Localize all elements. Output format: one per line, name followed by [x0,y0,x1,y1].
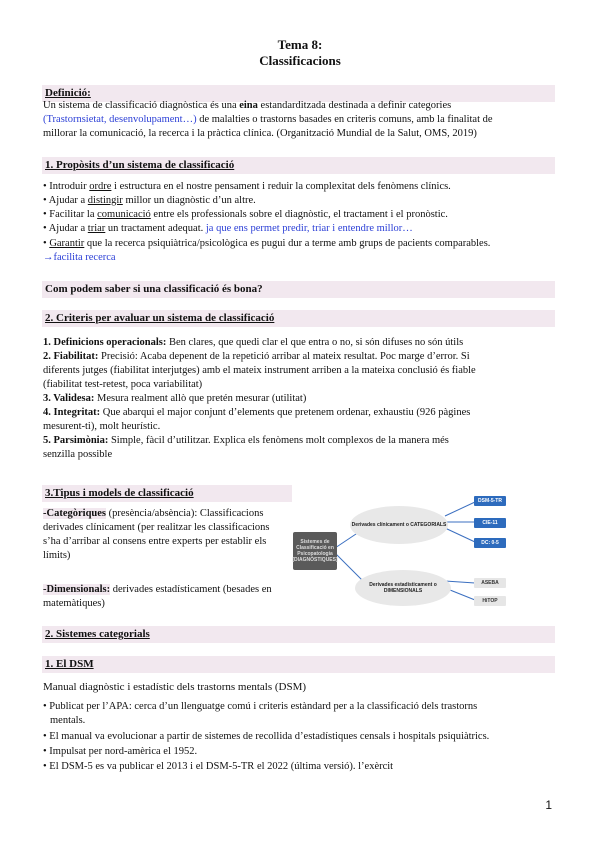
type-categorical-line-4: límits) [43,550,71,561]
dsm-item-versions: • El DSM-5 es va publicar el 2013 i el DSM-5-TR el 2022 (última versió). l’exèrcit [43,761,394,772]
criterion-parsimony-line-2: senzilla possible [43,449,113,460]
diagram-dimensional-node: Derivades estadísticament o DIMENSIONALS [355,570,451,606]
topic-number: Tema 8: [277,37,323,52]
definition-heading: Definició: [42,85,555,102]
criterion-definitions: 1. Definicions operacionals: Ben clares, que quedi clar el que entra o no, si són difuses no són útils [43,337,464,348]
diagram-item-cie: CIE-11 [474,518,506,528]
section-heading-categorical-systems: 2. Sistemes categorials [42,626,555,643]
dsm-item-1952: • Impulsat per nord-amèrica el 1952. [43,746,198,757]
criterion-integrity-line-2: mesurent-ti), molt heurístic. [43,421,161,432]
dsm-item-apa: • Publicat per l’APA: cerca d’un llenguatge comú i criteris estàndard per a la classificació dels trastorns [43,701,478,712]
type-categorical: -Categòriques (presència/absència): Classificacions [43,508,264,519]
criterion-reliability-line-3: (fiabilitat test-retest, poca variabilitat) [43,379,203,390]
criterion-reliability-line-2: diferents jutges (fiabilitat interjutges) amb el mateix instrument arriben a la mateixa conclusió és fiable [43,365,476,376]
section-heading-purposes: 1. Propòsits d’un sistema de classificació [42,157,555,174]
purpose-item-research: • Garantir que la recerca psiquiàtrica/psicològica es pugui dur a terme amb grups de pacients comparables. [43,238,491,249]
definition-line-3: millorar la comunicació, la recerca i la pràctica clínica. (Organització Mundial de la Salut, OMS, 2019) [43,128,477,139]
diagram-categorical-node: Derivades clínicament o CATEGORIALS [350,506,448,544]
criterion-reliability: 2. Fiabilitat: Precisió: Acaba depenent de la repetició arribar al mateix resultat. Poc marge d’error. Si [43,351,470,362]
type-categorical-line-3: s’ha d’arribar al consens entre experts per establir els [43,536,267,547]
dsm-subtitle: Manual diagnòstic i estadístic dels trastorns mentals (DSM) [43,681,307,693]
dsm-item-apa-line-2: mentals. [50,715,86,726]
question-heading: Com podem saber si una classificació és bona? [42,281,555,298]
diagram-center-node: Sistemes de Classificació en Psicopatologia [DIAGNÒSTIQUES] [293,532,337,570]
section-heading-dsm: 1. El DSM [42,656,555,673]
page-title: Classificacions [259,53,341,68]
diagram-item-dsm: DSM-5-TR [474,496,506,506]
section-heading-criteria: 2. Criteris per avaluar un sistema de classificació [42,310,555,327]
definition-line-1: Un sistema de classificació diagnòstica és una eina estandarditzada destinada a definir categories [43,100,452,111]
diagram-item-hitop: HiTOP [474,596,506,606]
purpose-item-distinguish: • Ajudar a distingir millor un diagnòstic d’un altre. [43,195,256,206]
definition-line-2: (Trastornsietat, desenvolupament…) de malalties o trastorns basades en criteris comuns, amb la finalitat de [43,114,493,125]
criterion-validity: 3. Validesa: Mesura realment allò que pretén mesurar (utilitat) [43,393,307,404]
criterion-parsimony: 5. Parsimònia: Simple, fàcil d’utilitzar. Explica els fenòmens molt complexos de la manera més [43,435,449,446]
purpose-research-note: →facilita recerca [43,252,116,263]
type-dimensional-line-2: matemàtiques) [43,598,105,609]
criterion-integrity: 4. Integritat: Que abarqui el major conjunt d’elements que pretenem ordenar, exhaustiu (926 pàgines [43,407,471,418]
type-categorical-line-2: derivades clínicament (per realitzar les classificacions [43,522,270,533]
purpose-item-communication: • Facilitar la comunicació entre els professionals sobre el diagnòstic, el tractament i el pronòstic. [43,209,448,220]
purpose-item-treatment: • Ajudar a triar un tractament adequat. ja que ens permet predir, triar i entendre millor… [43,223,413,234]
diagram-item-aseba: ASEBA [474,578,506,588]
diagram-item-dc: DC: 0-5 [474,538,506,548]
classification-diagram [290,488,560,613]
section-heading-types: 3.Tipus i models de classificació [42,485,292,502]
page-number: 1 [545,798,552,812]
dsm-item-evolution: • El manual va evolucionar a partir de sistemes de recollida d’estadístiques censals i hospitals psiquiàtrics. [43,731,490,742]
type-dimensional: -Dimensionals: derivades estadísticament (besades en [43,584,272,595]
purpose-item-order: • Introduir ordre i estructura en el nostre pensament i reduir la complexitat dels fenòmens clínics. [43,181,451,192]
